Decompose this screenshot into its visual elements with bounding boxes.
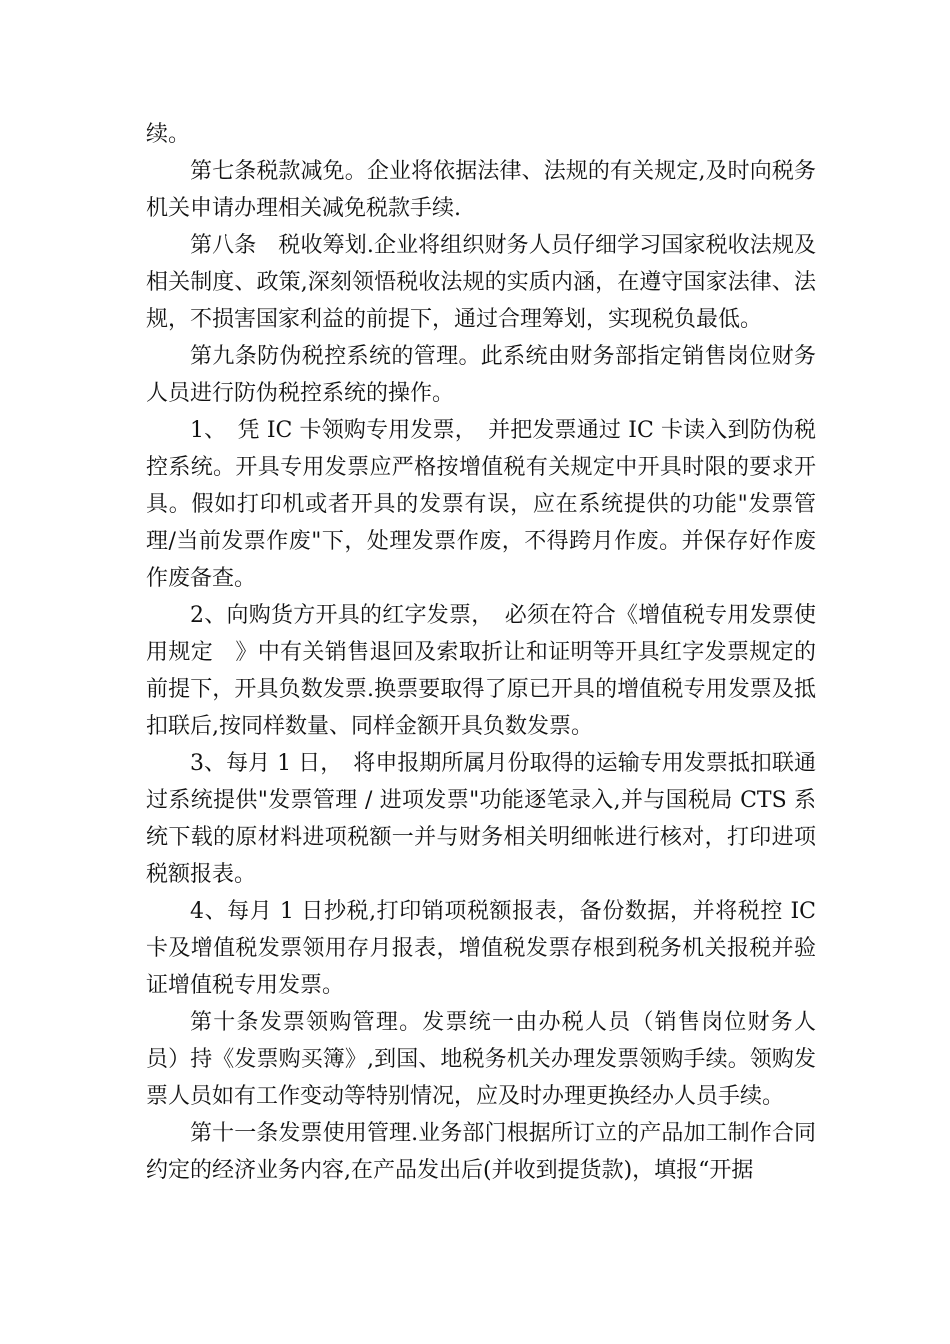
paragraph-continuation: 续。 (146, 122, 191, 147)
paragraph-article-7: 第七条税款减免。企业将依据法律、法规的有关规定,及时向税务机关申请办理相关减免税款手续. (146, 159, 816, 221)
paragraph-article-8: 第八条 税收筹划.企业将组织财务人员仔细学习国家税收法规及相关制度、政策,深刻领悟税收法规的实质内涵，在遵守国家法律、法规，不损害国家利益的前提下，通过合理筹划，实现税负最低。 (146, 233, 816, 332)
paragraph-item-2: 2、向购货方开具的红字发票， 必须在符合《增值税专用发票使用规定 》中有关销售退回及索取折让和证明等开具红字发票规定的前提下，开具负数发票.换票要取得了原已开具的增值税专用发票及抵扣联后,按同样数量、同样金额开具负数发票。 (146, 603, 816, 739)
paragraph-article-9: 第九条防伪税控系统的管理。此系统由财务部指定销售岗位财务人员进行防伪税控系统的操作。 (146, 344, 816, 406)
paragraph-item-1: 1、 凭 IC 卡领购专用发票， 并把发票通过 IC 卡读入到防伪税控系统。开具专用发票应严格按增值税有关规定中开具时限的要求开具。假如打印机或者开具的发票有误，应在系统提供的功能"发票管理/当前发票作废"下，处理发票作废，不得跨月作废。并保存好作废作废备查。 (146, 418, 816, 591)
paragraph-item-3: 3、每月 1 日， 将申报期所属月份取得的运输专用发票抵扣联通过系统提供"发票管理 / 进项发票"功能逐笔录入,并与国税局 CTS 系统下载的原材料进项税额一并与财务相关明细帐进行核对，打印进项税额报表。 (146, 751, 816, 887)
paragraph-item-4: 4、每月 1 日抄税,打印销项税额报表，备份数据，并将税控 IC 卡及增值税发票领用存月报表，增值税发票存根到税务机关报税并验证增值税专用发票。 (146, 899, 816, 998)
paragraph-article-10: 第十条发票领购管理。发票统一由办税人员（销售岗位财务人员）持《发票购买簿》,到国、地税务机关办理发票领购手续。领购发票人员如有工作变动等特别情况，应及时办理更换经办人员手续。 (146, 1010, 816, 1109)
paragraph-article-11: 第十一条发票使用管理.业务部门根据所订立的产品加工制作合同约定的经济业务内容,在产品发出后(并收到提货款)，填报“开据 (146, 1121, 816, 1183)
document-body (146, 116, 816, 1189)
